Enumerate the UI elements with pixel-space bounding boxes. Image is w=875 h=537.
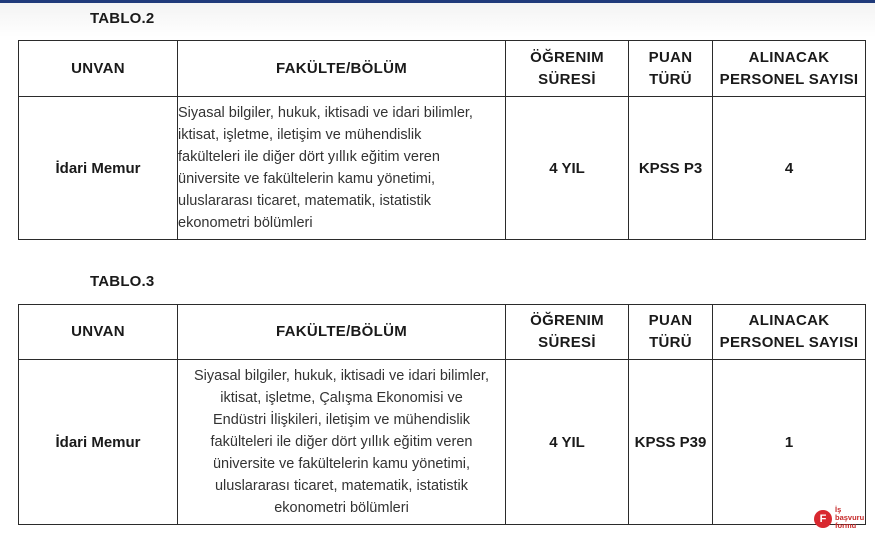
header-alinacak: ALINACAK PERSONEL SAYISI: [713, 41, 866, 97]
tablo3-header-row: [19, 305, 866, 360]
cell-fakulte: Siyasal bilgiler, hukuk, iktisadi ve idari bilimler, iktisat, işletme, Çalışma Ekonomisi ve Endüstri İlişkileri, iletişim ve mühendislik fakülteleri ile diğer dört yıllık eğitim veren üniversite ve fakültelerin kamu yönetimi, uluslararası ticaret, matematik, istatistik ekonometri bölümleri: [178, 360, 506, 525]
cell-ogrenim: 4 YIL: [506, 360, 629, 525]
header-fakulte: FAKÜLTE/BÖLÜM: [178, 305, 506, 360]
header-alinacak: ALINACAK PERSONEL SAYISI: [713, 305, 866, 360]
header-fakulte: FAKÜLTE/BÖLÜM: [178, 41, 506, 97]
cell-unvan: İdari Memur: [19, 360, 178, 525]
cell-alinacak: 1: [713, 360, 866, 525]
tablo2-title: TABLO.2: [90, 10, 155, 27]
header-puan: PUAN TÜRÜ: [629, 41, 713, 97]
cell-unvan: İdari Memur: [19, 97, 178, 240]
cell-ogrenim: 4 YIL: [506, 97, 629, 240]
cell-puan: KPSS P39: [629, 360, 713, 525]
cell-fakulte: Siyasal bilgiler, hukuk, iktisadi ve idari bilimler, iktisat, işletme, iletişim ve mühendislik fakülteleri ile diğer dört yıllık eğitim veren üniversite ve fakültelerin kamu yönetimi, uluslararası ticaret, matematik, istatistik ekonometri bölümleri: [178, 97, 506, 240]
table-row: [19, 360, 866, 525]
tablo3-table: [18, 304, 866, 525]
tablo2-table: [18, 40, 866, 240]
cell-puan: KPSS P3: [629, 97, 713, 240]
header-puan: PUAN TÜRÜ: [629, 305, 713, 360]
header-unvan: UNVAN: [19, 305, 178, 360]
tablo2-header-row: [19, 41, 866, 97]
cell-alinacak: 4: [713, 97, 866, 240]
brand-logo: [814, 506, 870, 530]
header-ogrenim: ÖĞRENIM SÜRESİ: [506, 305, 629, 360]
form-icon: F: [814, 510, 832, 528]
table-row: [19, 97, 866, 240]
tablo3-title: TABLO.3: [90, 273, 155, 290]
header-ogrenim: ÖĞRENIM SÜRESİ: [506, 41, 629, 97]
header-unvan: UNVAN: [19, 41, 178, 97]
logo-text: İş başvuru formu: [835, 505, 865, 530]
